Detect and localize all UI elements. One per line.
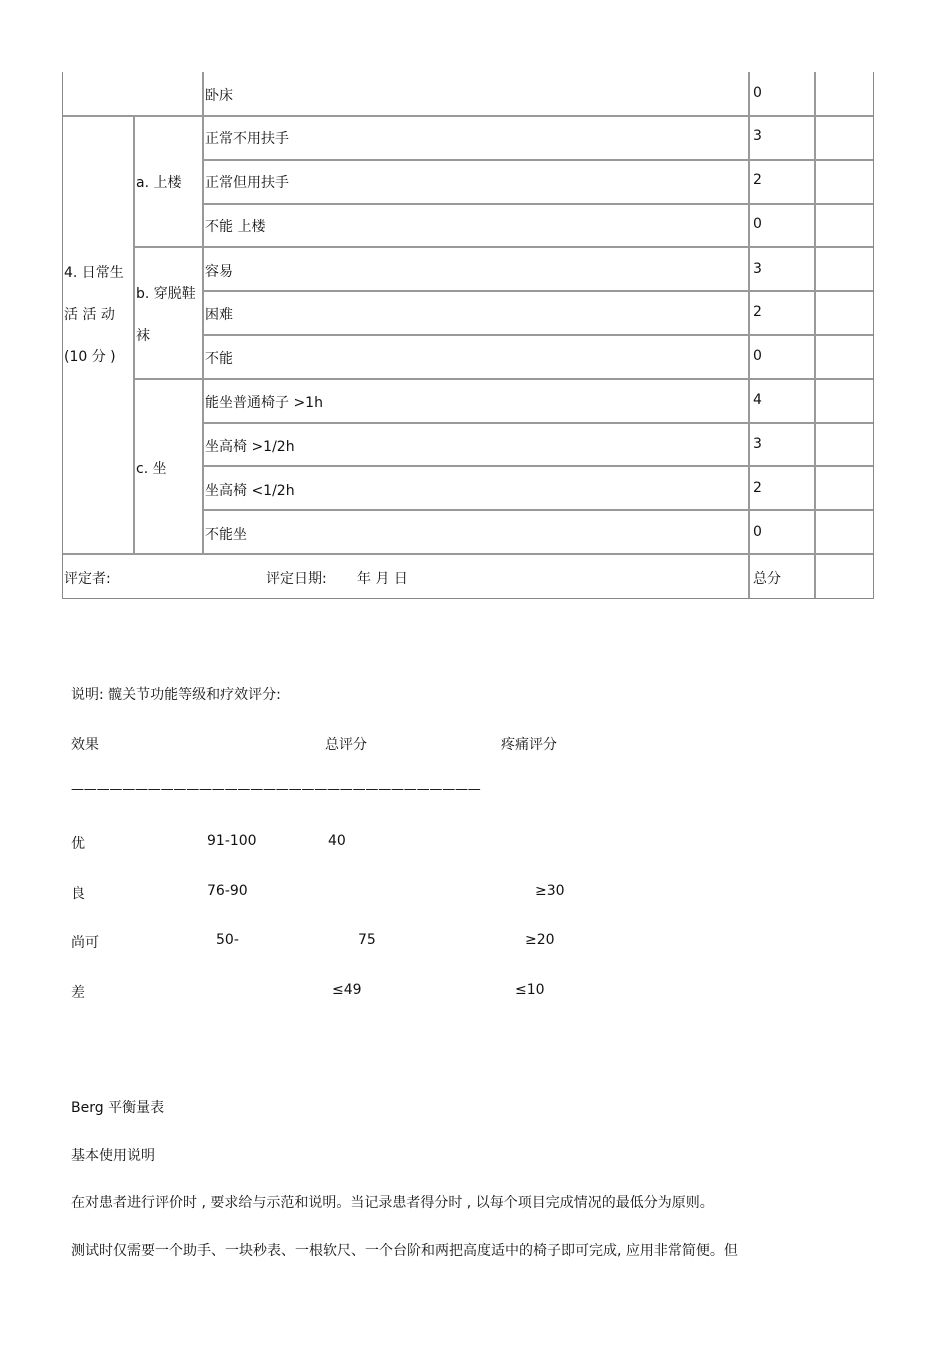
item-label: 坐高椅 <1/2h	[205, 483, 295, 499]
total-score: 76-90	[207, 883, 248, 899]
berg-paragraph: 在对患者进行评价时 , 要求给与示范和说明。当记录患者得分时 , 以每个项目完成情况的最低分为原则。	[71, 1195, 714, 1211]
total-score: 50-	[216, 932, 239, 948]
col-divider	[202, 72, 204, 553]
row-divider	[203, 334, 873, 336]
effect-label: 差	[71, 985, 85, 1001]
section-title-line: 4. 日常生	[64, 265, 124, 281]
score-value: 2	[753, 304, 762, 320]
col-divider	[133, 116, 135, 553]
score-value: 3	[753, 128, 762, 144]
row-divider	[203, 290, 873, 292]
pain-score: ≥30	[535, 883, 565, 899]
item-label: 不能坐	[205, 527, 247, 543]
row-divider	[203, 509, 873, 511]
section-title-line: 活 活 动	[64, 307, 115, 323]
assessment-table	[62, 72, 874, 599]
berg-subtitle: 基本使用说明	[71, 1148, 155, 1164]
date-fields: 年 月 日	[357, 571, 408, 587]
score-value: 2	[753, 480, 762, 496]
item-label: 容易	[205, 264, 233, 280]
score-value: 2	[753, 172, 762, 188]
group-label: b. 穿脱鞋	[136, 286, 196, 302]
explanation-title: 说明: 髋关节功能等级和疗效评分:	[71, 687, 281, 703]
score-value: 4	[753, 392, 762, 408]
item-label: 不能 上楼	[205, 219, 266, 235]
pain-score: ≤10	[515, 982, 545, 998]
effect-label: 优	[71, 836, 85, 852]
score-value: 0	[753, 85, 762, 101]
item-label: 困难	[205, 307, 233, 323]
item-label: 正常但用扶手	[205, 175, 289, 191]
row-divider	[133, 246, 873, 248]
row-divider	[133, 378, 873, 380]
date-label: 评定日期:	[266, 571, 327, 587]
score-value: 3	[753, 261, 762, 277]
effect-label: 良	[71, 886, 85, 902]
item-label: 卧床	[205, 88, 233, 104]
item-label: 能坐普通椅子 >1h	[205, 395, 323, 411]
divider-line: ————————————————————————————————	[71, 782, 481, 797]
header-effect: 效果	[71, 737, 99, 753]
row-divider	[63, 115, 873, 117]
col-divider	[814, 72, 816, 598]
row-divider	[203, 159, 873, 161]
pain-score: ≥20	[525, 932, 555, 948]
item-label: 正常不用扶手	[205, 131, 289, 147]
pain-score: 40	[328, 833, 346, 849]
header-pain: 疼痛评分	[501, 737, 557, 753]
total-score: 75	[358, 932, 376, 948]
total-label: 总分	[753, 571, 781, 587]
score-value: 3	[753, 436, 762, 452]
score-value: 0	[753, 524, 762, 540]
group-label: c. 坐	[136, 461, 167, 477]
berg-title: Berg 平衡量表	[71, 1100, 165, 1116]
effect-label: 尚可	[71, 935, 99, 951]
row-divider	[203, 203, 873, 205]
item-label: 坐高椅 >1/2h	[205, 439, 295, 455]
assessor-label: 评定者:	[64, 571, 111, 587]
group-label: a. 上楼	[136, 175, 182, 191]
section-title-line: (10 分 )	[64, 349, 116, 365]
total-score: ≤49	[332, 982, 362, 998]
header-total: 总评分	[325, 737, 367, 753]
score-value: 0	[753, 216, 762, 232]
col-divider	[748, 72, 750, 598]
total-score: 91-100	[207, 833, 257, 849]
item-label: 不能	[205, 351, 233, 367]
score-value: 0	[753, 348, 762, 364]
row-divider	[203, 422, 873, 424]
berg-paragraph: 测试时仅需要一个助手、一块秒表、一根软尺、一个台阶和两把高度适中的椅子即可完成, 应用非常简便。但	[71, 1243, 738, 1259]
row-divider	[63, 553, 873, 555]
row-divider	[203, 465, 873, 467]
group-label: 袜	[136, 328, 150, 344]
